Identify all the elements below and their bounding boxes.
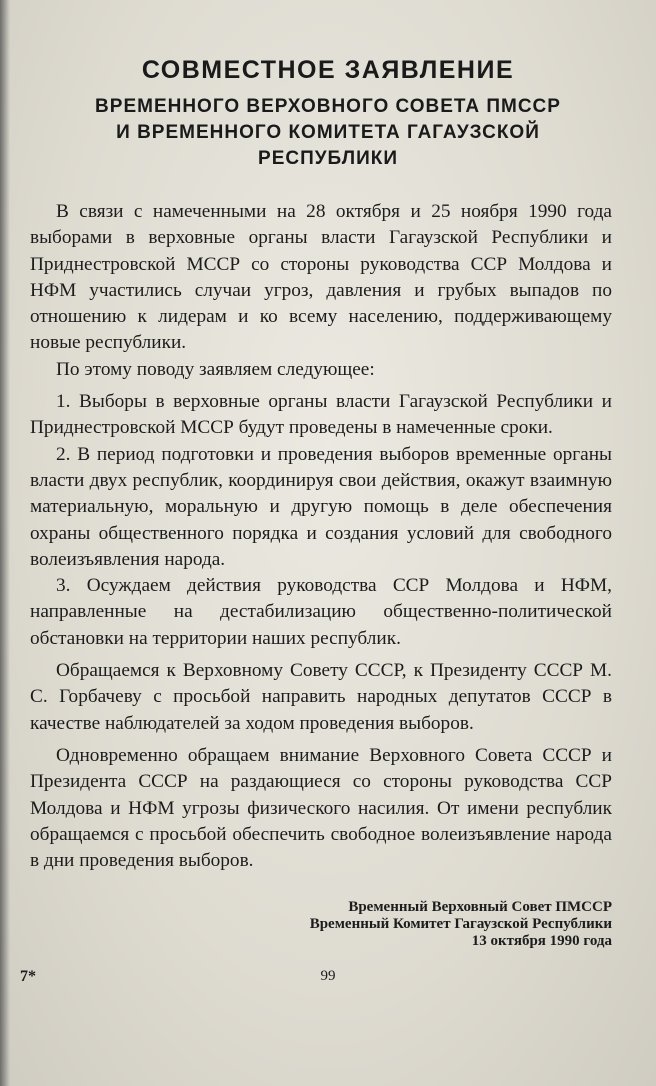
paragraph-declaration-lead: По этому поводу заявляем следующее: xyxy=(56,358,375,380)
paragraph-point-1: 1. Выборы в верховные органы власти Гагаузской Республики и Приднестровской МССР будут проведены в намеченные сроки. xyxy=(30,391,612,439)
statement-body xyxy=(30,199,612,874)
document-title: СОВМЕСТНОЕ ЗАЯВЛЕНИЕ xyxy=(141,56,515,84)
page-number: 99 xyxy=(320,968,336,984)
signature-date: 13 октября 1990 года xyxy=(471,933,612,949)
paragraph-appeal: Обращаемся к Верховному Совету СССР, к Президенту СССР М. С. Горбачеву с просьбой направить народных депутатов СССР в качестве наблюдателей за ходом проведения выборов. xyxy=(30,660,612,734)
signatory-gagauz-committee: Временный Комитет Гагаузской Республики xyxy=(309,916,612,932)
signatory-supreme-council: Временный Верховный Совет ПМССР xyxy=(348,899,612,915)
printer-signature-mark: 7* xyxy=(20,968,36,985)
paragraph-point-3: 3. Осуждаем действия руководства ССР Молдова и НФМ, направленные на дестабилизацию общественно-политической обстановки на территории наших республик. xyxy=(30,575,612,649)
paragraph-intro: В связи с намеченными на 28 октября и 25 ноября 1990 года выборами в верховные органы власти Гагаузской Республики и Приднестровской МССР со стороны руководства ССР Молдова и НФМ участились случаи угроз, давления и грубых выпадов по отношению к лидерам и ко всему населению, поддерживающему новые республики. xyxy=(30,201,612,354)
paragraph-point-2: 2. В период подготовки и проведения выборов временные органы власти двух республик, координируя свои действия, окажут взаимную материальную, моральную и другую помощь в деле обеспечения охраны общественного порядка и создания условий для свободного волеизъявления народа. xyxy=(30,443,612,570)
subtitle-line-2: И ВРЕМЕННОГО КОМИТЕТА ГАГАУЗСКОЙ xyxy=(116,122,540,143)
subtitle-line-3: РЕСПУБЛИКИ xyxy=(258,148,398,169)
paragraph-closing: Одновременно обращаем внимание Верховного Совета СССР и Президента СССР на раздающиеся со стороны руководства ССР Молдова и НФМ угрозы физического насилия. От имени республик обращаемся с просьбой обеспечить свободное волеизъявление народа в дни проведения выборов. xyxy=(30,744,612,872)
signature-block xyxy=(310,899,612,950)
subtitle-line-1: ВРЕМЕННОГО ВЕРХОВНОГО СОВЕТА ПМССР xyxy=(95,96,561,117)
